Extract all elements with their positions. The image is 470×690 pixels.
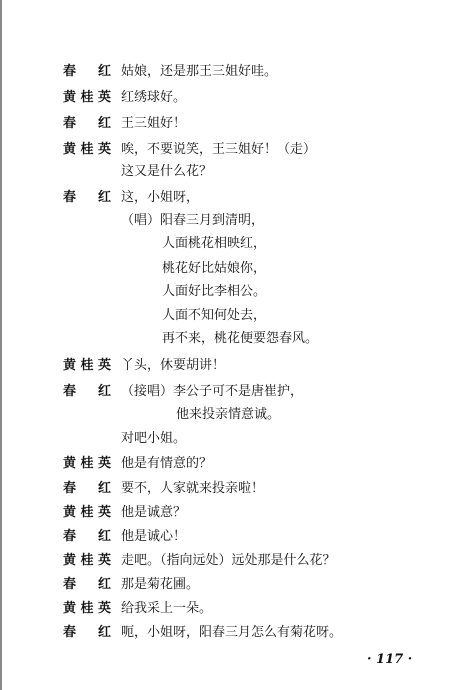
page-number: · 117 · bbox=[367, 652, 413, 667]
dialogue-text: 这又是什么花？ bbox=[121, 164, 213, 179]
dialogue-text: 唉，不要说笑，王三姐好！（走） bbox=[121, 142, 317, 157]
speaker-name: 黄桂英 bbox=[63, 601, 111, 616]
speaker-name: 春 红 bbox=[63, 529, 111, 544]
dialogue-text: 他是诚意？ bbox=[121, 505, 187, 520]
dialogue-text: 人面不知何处去， bbox=[162, 308, 267, 323]
speaker-name: 春 红 bbox=[63, 190, 111, 205]
dialogue-text: 姑娘，还是那王三姐好哇。 bbox=[121, 64, 278, 79]
dialogue-text: 那是菊花圃。 bbox=[121, 577, 200, 592]
dialogue-text: 人面好比李相公。 bbox=[162, 284, 267, 299]
speaker-name: 黄桂英 bbox=[63, 553, 111, 568]
dialogue-text: （接唱）李公子可不是唐崔护， bbox=[121, 384, 304, 399]
speaker-name: 黄桂英 bbox=[63, 90, 111, 105]
dialogue-text: 给我采上一朵。 bbox=[121, 601, 213, 616]
speaker-name: 春 红 bbox=[63, 384, 111, 399]
speaker-name: 黄桂英 bbox=[63, 142, 111, 157]
speaker-name: 春 红 bbox=[63, 64, 111, 79]
dialogue-text: 桃花好比姑娘你， bbox=[162, 261, 267, 276]
dialogue-text: 他是诚心！ bbox=[121, 529, 187, 544]
dialogue-text: 对吧小姐。 bbox=[121, 431, 187, 446]
dialogue-text: 再不来，桃花便要怨春风。 bbox=[162, 331, 319, 346]
dialogue-text: 他来投亲情意诚。 bbox=[176, 407, 281, 422]
speaker-name: 黄桂英 bbox=[63, 358, 111, 373]
dialogue-text: 要不，人家就来投亲啦！ bbox=[121, 481, 265, 496]
dialogue-text: 走吧。（指向远处）远处那是什么花？ bbox=[121, 553, 336, 568]
speaker-name: 春 红 bbox=[63, 481, 111, 496]
dialogue-text: 丫头，休要胡讲！ bbox=[121, 358, 226, 373]
dialogue-text: 呃，小姐呀，阳春三月怎么有菊花呀。 bbox=[121, 625, 343, 640]
speaker-name: 春 红 bbox=[63, 116, 111, 131]
dialogue-text: 这，小姐呀， bbox=[121, 190, 200, 205]
dialogue-text: 人面桃花相映红， bbox=[162, 236, 267, 251]
dialogue-text: 他是有情意的？ bbox=[121, 456, 213, 471]
dialogue-text: （唱）阳春三月到清明， bbox=[121, 213, 265, 228]
speaker-name: 黄桂英 bbox=[63, 456, 111, 471]
speaker-name: 春 红 bbox=[63, 577, 111, 592]
dialogue-text: 红绣球好。 bbox=[121, 90, 187, 105]
speaker-name: 黄桂英 bbox=[63, 505, 111, 520]
speaker-name: 春 红 bbox=[63, 625, 111, 640]
dialogue-text: 王三姐好！ bbox=[121, 116, 187, 131]
